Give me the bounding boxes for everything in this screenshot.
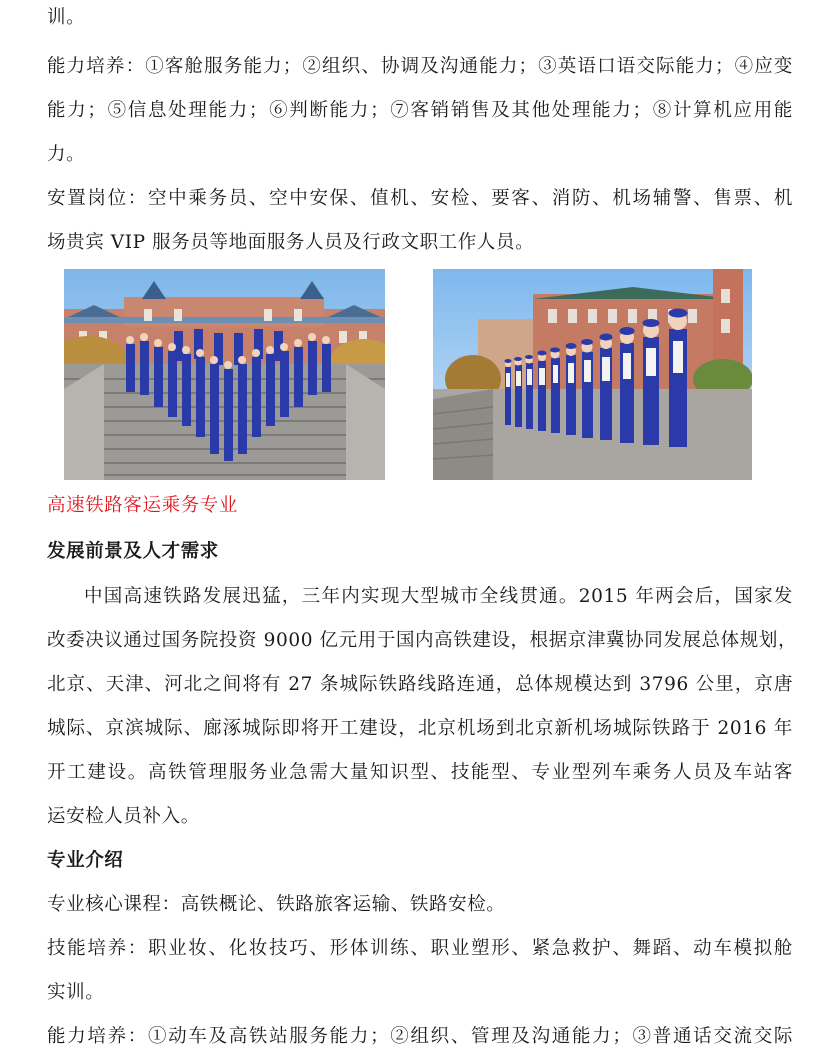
prospects-text-line: 北京、天津、河北之间将有 27 条城际铁路线路连通，总体规模达到 3796 公里，京唐 xyxy=(47,674,793,695)
ability-text-line: 能力；⑤信息处理能力；⑥判断能力；⑦客销销售及其他处理能力；⑧计算机应用能 xyxy=(47,100,793,121)
placement-text-line: 安置岗位：空中乘务员、空中安保、值机、安检、要客、消防、机场辅警、售票、机 xyxy=(47,188,793,209)
core-courses-line: 专业核心课程：高铁概论、铁路旅客运输、铁路安检。 xyxy=(47,894,506,915)
skills-text-line: 技能培养：职业妆、化妆技巧、形体训练、职业塑形、紧急救护、舞蹈、动车模拟舱 xyxy=(47,938,793,959)
text-line-training-end: 训。 xyxy=(47,7,86,28)
prospects-text-line: 中国高速铁路发展迅猛，三年内实现大型城市全线贯通。2015 年两会后，国家发 xyxy=(84,586,793,607)
prospects-text-line: 运安检人员补入。 xyxy=(47,806,200,827)
prospects-text-line: 城际、京滨城际、廊涿城际即将开工建设，北京机场到北京新机场城际铁路于 2016 年 xyxy=(47,718,793,739)
skills-text-line: 实训。 xyxy=(47,982,105,1003)
ability-text-line: 能力培养：①客舱服务能力；②组织、协调及沟通能力；③英语口语交际能力；④应变 xyxy=(47,56,793,77)
prospects-text-line: 改委决议通过国务院投资 9000 亿元用于国内高铁建设，根据京津冀协同发展总体规划， xyxy=(47,630,798,651)
ability-text-line-2: 能力培养：①动车及高铁站服务能力；②组织、管理及沟通能力；③普通话交流交际 xyxy=(47,1026,793,1047)
photo-line-formation xyxy=(433,269,752,480)
intro-heading: 专业介绍 xyxy=(47,850,124,871)
photo-heart-formation xyxy=(64,269,385,480)
prospects-text-line: 开工建设。高铁管理服务业急需大量知识型、技能型、专业型列车乘务人员及车站客 xyxy=(47,762,793,783)
placement-text-line: 场贵宾 VIP 服务员等地面服务人员及行政文职工作人员。 xyxy=(47,232,535,253)
prospects-heading: 发展前景及人才需求 xyxy=(47,541,219,562)
program-title: 高速铁路客运乘务专业 xyxy=(47,495,239,516)
ability-text-line: 力。 xyxy=(47,144,86,165)
